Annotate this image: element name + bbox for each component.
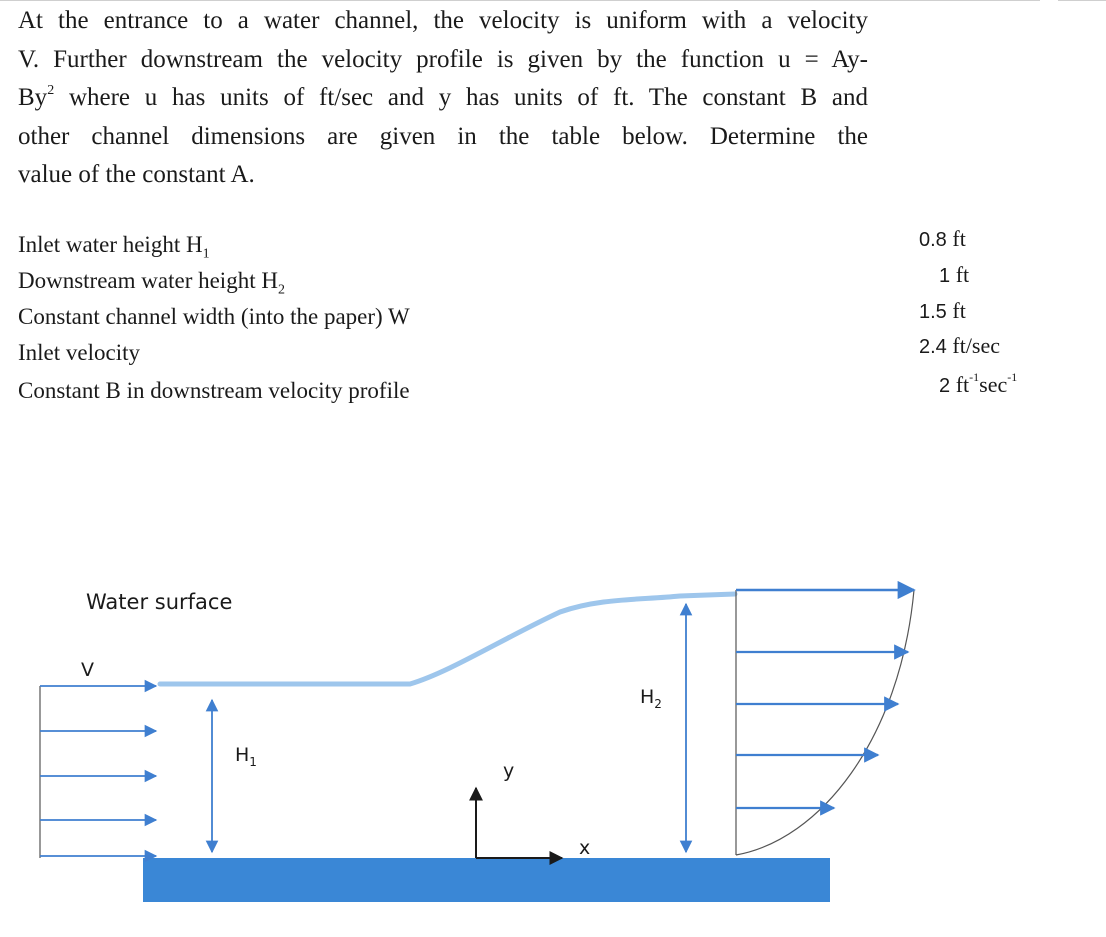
x-axis-label: x <box>579 837 591 859</box>
top-border <box>0 0 1040 1</box>
channel-bed <box>143 858 830 902</box>
problem-line-5: value of the constant A. <box>18 161 255 188</box>
by-term: By <box>18 84 48 111</box>
problem-line-2: V. Further downstream the velocity profile is given by the function u = Ay- <box>18 45 868 73</box>
h2-label: $H_2$ <box>640 686 662 711</box>
top-border-right <box>1058 0 1106 1</box>
water-surface-label: Water surface <box>86 590 233 614</box>
param-value-constant-b: 2 $ft^{-1}\sec^{-1}$ <box>939 369 1018 397</box>
param-value-downstream-height: 1 ft <box>939 262 970 287</box>
param-label-constant-b: Constant B in downstream velocity profile <box>18 378 410 403</box>
inlet-profile <box>40 686 156 858</box>
param-value-inlet-velocity: 2.4 ft/sec <box>919 333 1001 358</box>
param-value-channel-width: 1.5 ft <box>919 298 966 323</box>
problem-statement <box>18 2 868 195</box>
downstream-profile <box>736 590 914 855</box>
channel-diagram <box>0 560 1106 937</box>
param-label-downstream-height: Downstream water height $H_2$ <box>18 268 285 298</box>
y-axis-label: y <box>503 760 515 782</box>
downstream-profile-curve <box>736 590 914 855</box>
problem-line-3 <box>18 79 868 118</box>
problem-line-4: other channel dimensions are given in the table below. Determine the <box>18 122 868 150</box>
by-exponent: 2 <box>47 82 55 98</box>
problem-line-1: At the entrance to a water channel, the velocity is uniform with a velocity <box>18 7 868 34</box>
param-label-inlet-height: Inlet water height $H_1$ <box>18 232 210 262</box>
inlet-velocity-label: V <box>81 659 94 681</box>
h1-label: $H_1$ <box>235 744 257 769</box>
water-surface-line <box>160 594 735 684</box>
problem-line-3-text: where u has units of ft/sec and y has units of ft. The constant B and <box>68 84 868 111</box>
param-label-channel-width: Constant channel width (into the paper) W <box>18 304 410 329</box>
param-value-inlet-height: 0.8 ft <box>919 226 966 251</box>
param-label-inlet-velocity: Inlet velocity <box>18 340 140 365</box>
